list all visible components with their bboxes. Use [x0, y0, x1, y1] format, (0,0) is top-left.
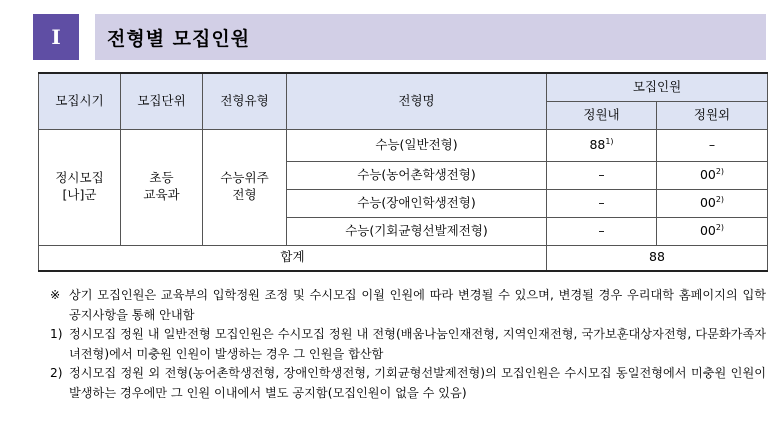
row-in-quota: –: [547, 217, 657, 245]
row-name: 수능(농어촌학생전형): [287, 161, 547, 189]
recruitment-table: [38, 72, 768, 272]
section-title: 전형별 모집인원: [95, 14, 766, 60]
note-2: 2) 정시모집 정원 외 전형(농어촌학생전형, 장애인학생전형, 기회균형선발제전형)의 모집인원은 수시모집 동일전형에서 미충원 인원이 발생하는 경우에만 그 인원 이내에서 별도 공지함(모집인원이 없을 수 있음): [50, 366, 766, 400]
cell-type: 수능위주 전형: [203, 129, 287, 245]
header-quota: 모집인원: [547, 73, 768, 101]
row-in-quota: –: [547, 189, 657, 217]
row-in-quota: 88$^{1)}$: [547, 129, 657, 161]
row-out-quota: 00$^{2)}$: [657, 217, 768, 245]
cell-period: 정시모집 [나]군: [39, 129, 121, 245]
header-period: 모집시기: [39, 73, 121, 129]
header-in-quota: 정원내: [547, 101, 657, 129]
footnotes: [50, 286, 766, 403]
header-unit: 모집단위: [121, 73, 203, 129]
row-name: 수능(기회균형선발제전형): [287, 217, 547, 245]
total-label: 합계: [39, 245, 547, 271]
total-value: 88: [547, 245, 768, 271]
note-general: ※ 상기 모집인원은 교육부의 입학정원 조정 및 수시모집 이월 인원에 따라 변경될 수 있으며, 변경될 경우 우리대학 홈페이지의 입학 공지사항을 통해 안내함: [50, 288, 766, 322]
header-out-quota: 정원외: [657, 101, 768, 129]
row-name: 수능(장애인학생전형): [287, 189, 547, 217]
row-name: 수능(일반전형): [287, 129, 547, 161]
header-name: 전형명: [287, 73, 547, 129]
row-out-quota: 00$^{2)}$: [657, 189, 768, 217]
section-number: I: [33, 14, 79, 60]
row-out-quota: 00$^{2)}$: [657, 161, 768, 189]
header-type: 전형유형: [203, 73, 287, 129]
note-1: 1) 정시모집 정원 내 일반전형 모집인원은 수시모집 정원 내 전형(배움나눔인재전형, 지역인재전형, 국가보훈대상자전형, 다문화가족자녀전형)에서 미충원 인원이 발생하는 경우 그 인원을 합산함: [50, 327, 766, 361]
row-out-quota: –: [657, 129, 768, 161]
section-header: [33, 14, 766, 60]
row-in-quota: –: [547, 161, 657, 189]
cell-unit: 초등 교육과: [121, 129, 203, 245]
